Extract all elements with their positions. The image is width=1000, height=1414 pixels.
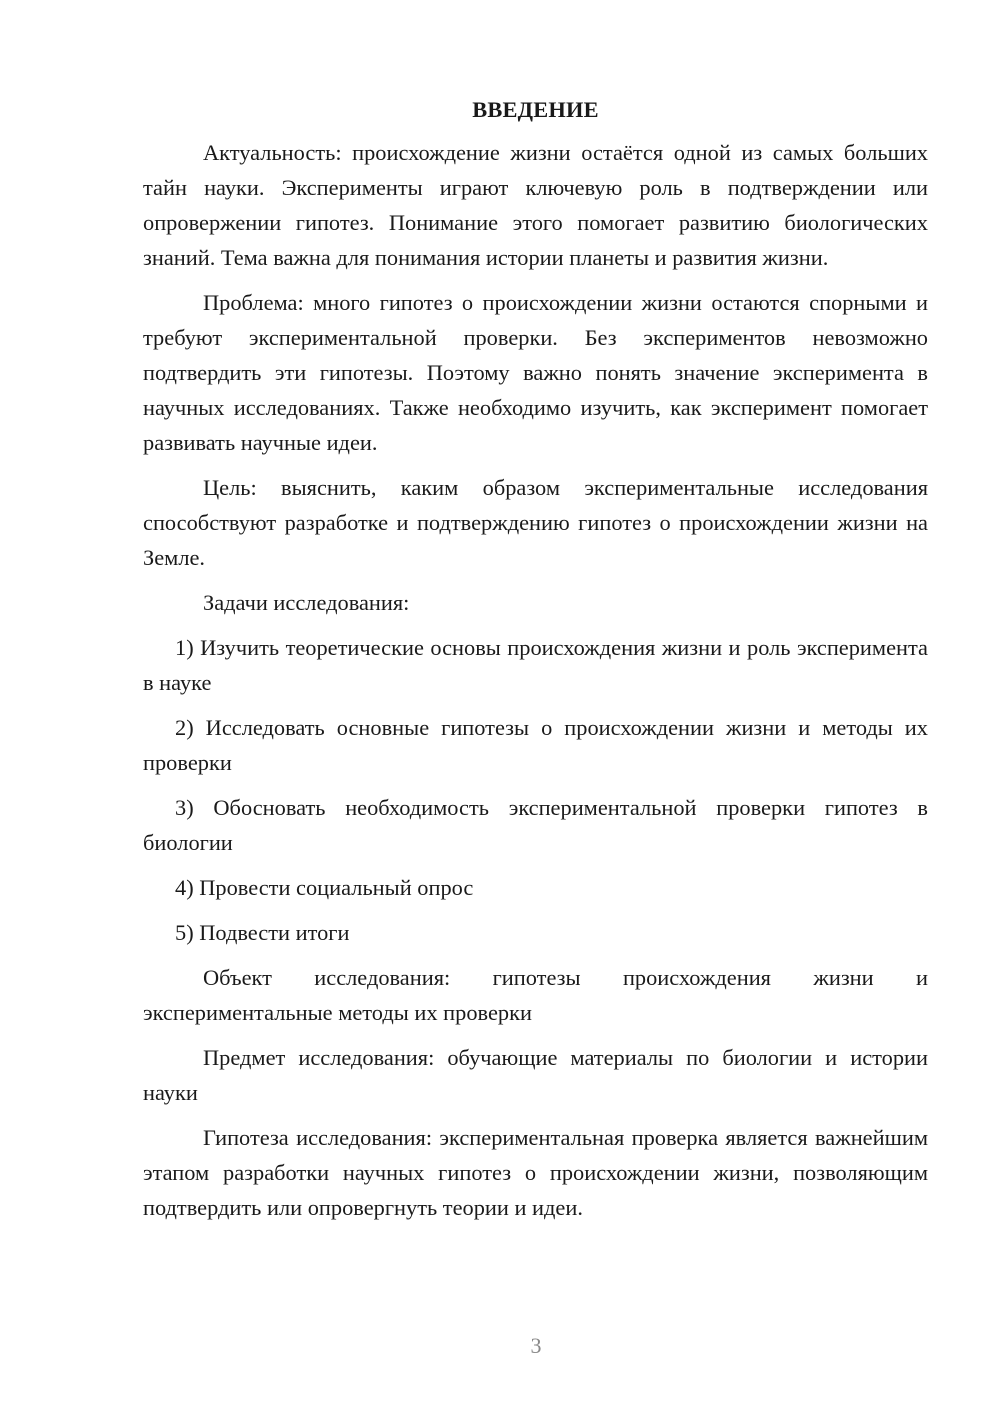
task-item: 5) Подвести итоги: [175, 920, 350, 945]
page-number: 3: [530, 1333, 542, 1358]
goal-paragraph: Цель: выяснить, каким образом экспериментальные исследования способствуют разработке и подтверждению гипотез о происхождении жизни на Земле.: [143, 475, 928, 570]
tasks-list: [143, 630, 928, 950]
hypothesis-paragraph: Гипотеза исследования: экспериментальная проверка является важнейшим этапом разработки научных гипотез о происхождении жизни, позволяющим подтвердить или опровергнуть теории и идеи.: [143, 1125, 928, 1220]
subject-paragraph: Предмет исследования: обучающие материалы по биологии и истории науки: [143, 1045, 928, 1105]
task-item: 2) Исследовать основные гипотезы о происхождении жизни и методы их проверки: [143, 715, 928, 775]
page-content: [143, 95, 928, 1235]
task-item: 4) Провести социальный опрос: [175, 875, 474, 900]
tasks-title: Задачи исследования:: [203, 590, 410, 615]
object-paragraph: Объект исследования: гипотезы происхождения жизни и экспериментальные методы их проверки: [143, 965, 928, 1025]
problem-paragraph: Проблема: много гипотез о происхождении жизни остаются спорными и требуют экспериментальной проверки. Без экспериментов невозможно подтвердить эти гипотезы. Поэтому важно понять значение эксперимента в научных исследованиях. Также необходимо изучить, как эксперимент помогает развивать научные идеи.: [143, 290, 928, 455]
relevance-paragraph: Актуальность: происхождение жизни остаётся одной из самых больших тайн науки. Эксперименты играют ключевую роль в подтверждении или опровержении гипотез. Понимание этого помогает развитию биологических знаний. Тема важна для понимания истории планеты и развития жизни.: [143, 140, 928, 270]
section-heading: ВВЕДЕНИЕ: [472, 97, 599, 122]
task-item: 1) Изучить теоретические основы происхождения жизни и роль эксперимента в науке: [143, 635, 928, 695]
task-item: 3) Обосновать необходимость экспериментальной проверки гипотез в биологии: [143, 795, 928, 855]
